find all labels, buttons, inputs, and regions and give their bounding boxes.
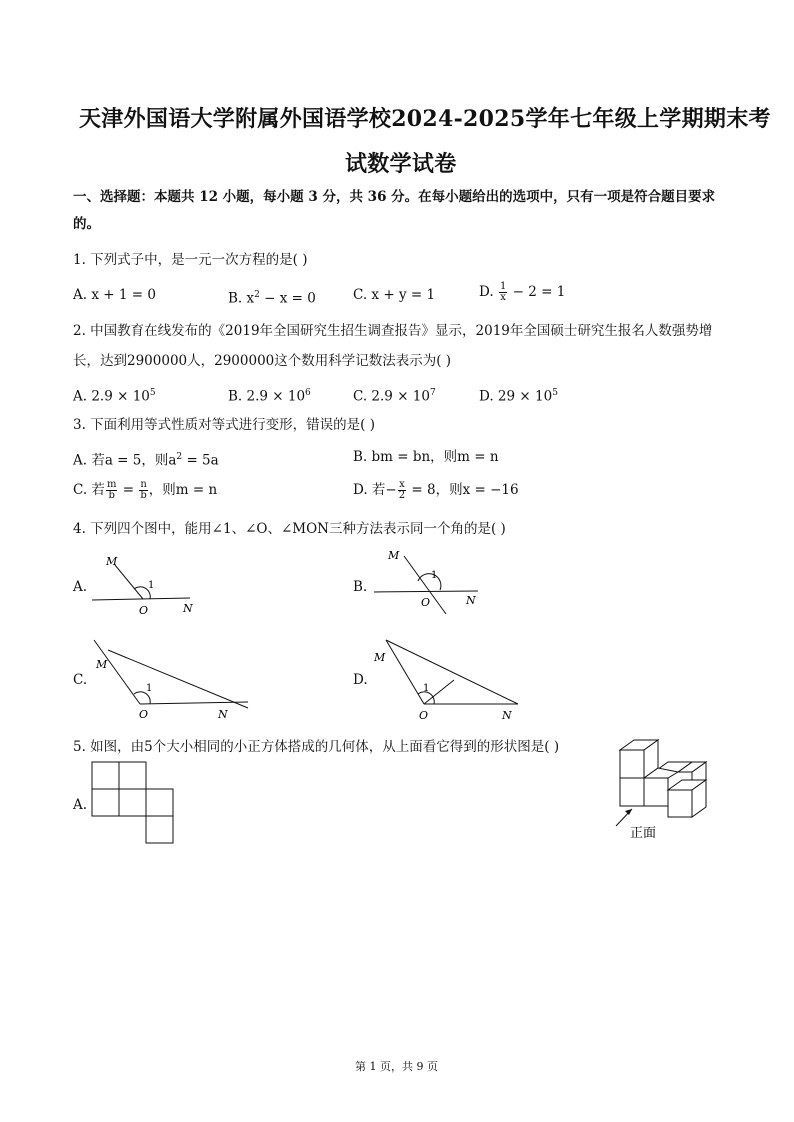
- q3-a-prefix: A. 若a = 5，则a: [73, 452, 177, 469]
- q2-b-base: B. 2.9 × 10: [228, 388, 306, 405]
- q1-b-exponent: 2: [254, 290, 260, 300]
- fig-d-label-o: O: [419, 709, 429, 722]
- q5-stem: 5. 如图，由5个大小相同的小正方体搭成的几何体，从上面看它得到的形状图是( ): [73, 739, 560, 755]
- q1-d-numerator: 1: [499, 281, 507, 292]
- q1-d-denominator: x: [500, 292, 506, 303]
- q3-c-frac2: [139, 480, 147, 501]
- q2-stem-line2: 长，达到2900000人，2900000这个数用科学记数法表示为( ): [73, 353, 452, 369]
- q3-d-prefix: D. 若−: [353, 482, 397, 498]
- q3-d-num: x: [399, 479, 405, 490]
- q2-option-a: [73, 384, 156, 406]
- q3-option-d: [353, 480, 519, 501]
- q2-option-d: [479, 384, 558, 406]
- q4-figure-a: [88, 548, 198, 618]
- q3-a-exp: 2: [176, 452, 183, 462]
- q2-d-exp: 5: [552, 388, 558, 398]
- q3-stem: 3. 下面利用等式性质对等式进行变形，错误的是( ): [73, 417, 375, 433]
- q3-c-frac2-num: n: [140, 479, 147, 490]
- fig-d-label-1: 1: [423, 683, 430, 694]
- q1-option-a: A. x + 1 = 0: [73, 287, 156, 303]
- fig-a-label-m: M: [106, 555, 118, 568]
- fig-b-label-n: N: [466, 594, 476, 607]
- paper-title-line2: 试数学试卷: [345, 151, 457, 177]
- q2-d-base: D. 29 × 10: [479, 388, 553, 405]
- q5-solid-figure: [598, 735, 728, 847]
- q1-d-fraction: [499, 282, 507, 303]
- q2-option-b: [228, 384, 311, 406]
- q2-option-c: [353, 384, 436, 406]
- q3-c-frac1: [106, 480, 117, 501]
- q3-c-frac2-den: b: [140, 490, 147, 501]
- q1-option-b: [228, 286, 316, 308]
- paper-title-line1: 天津外国语大学附属外国语学校2024-2025学年七年级上学期期末考: [79, 106, 771, 132]
- fig-c-label-m: M: [96, 658, 108, 671]
- section-heading-cont: 的。: [73, 216, 100, 232]
- q1-d-suffix: − 2 = 1: [508, 284, 566, 300]
- fig-d-label-n: N: [502, 709, 512, 722]
- q1-option-d: [479, 282, 565, 303]
- q1-b-suffix: − x = 0: [259, 290, 316, 307]
- q2-a-base: A. 2.9 × 10: [73, 388, 150, 405]
- q1-b-prefix: B. x: [228, 290, 255, 307]
- q4-option-d: D.: [353, 672, 368, 688]
- q3-c-eq: =: [118, 482, 139, 498]
- q3-option-a: [73, 448, 219, 470]
- q4-figure-b: [370, 546, 490, 616]
- q3-d-den: 2: [398, 490, 406, 501]
- q4-option-a: A.: [73, 579, 88, 595]
- q5-option-a: A.: [73, 797, 88, 813]
- q3-d-fraction: [398, 480, 406, 501]
- section-heading: 一、选择题：本题共 12 小题，每小题 3 分，共 36 分。在每小题给出的选项中，只有一项是符合题目要求: [73, 189, 716, 205]
- fig-b-label-1: 1: [431, 570, 438, 581]
- q3-c-prefix: C. 若: [73, 482, 105, 498]
- q4-figure-d: [368, 634, 533, 724]
- page-footer: 第 1 页，共 9 页: [355, 1060, 438, 1073]
- q1-stem: 1. 下列式子中，是一元一次方程的是( ): [73, 252, 308, 268]
- fig-a-label-1: 1: [148, 580, 155, 591]
- q5-figure-a: [90, 760, 174, 844]
- q1-option-c: C. x + y = 1: [353, 287, 436, 303]
- front-label: 正面: [630, 826, 657, 841]
- q3-c-frac1-num: m: [106, 479, 117, 490]
- q2-c-exp: 7: [429, 388, 436, 398]
- q4-option-c: C.: [73, 672, 88, 688]
- q2-b-exp: 6: [305, 388, 311, 398]
- q3-c-suffix: ，则m = n: [148, 482, 218, 498]
- q3-option-b: B. bm = bn，则m = n: [353, 449, 499, 465]
- q4-stem: 4. 下列四个图中，能用∠1、∠O、∠MON三种方法表示同一个角的是( ): [73, 521, 506, 537]
- q3-a-suffix: = 5a: [182, 452, 219, 469]
- fig-c-label-n: N: [218, 708, 228, 721]
- q3-c-frac1-den: b: [108, 490, 115, 501]
- fig-b-label-o: O: [421, 596, 431, 609]
- q4-option-b: B.: [353, 579, 368, 595]
- q2-c-base: C. 2.9 × 10: [353, 388, 430, 405]
- q3-option-c: [73, 480, 217, 501]
- fig-a-label-n: N: [183, 602, 193, 615]
- q4-figure-c: [88, 632, 258, 724]
- q2-stem-line1: 2. 中国教育在线发布的《2019年全国研究生招生调查报告》显示，2019年全国硕士研究生报名人数强势增: [73, 323, 713, 339]
- q1-d-prefix: D.: [479, 284, 498, 300]
- fig-d-label-m: M: [374, 651, 386, 664]
- q2-a-exp: 5: [149, 388, 156, 398]
- fig-c-label-1: 1: [146, 683, 153, 694]
- fig-b-label-m: M: [388, 549, 400, 562]
- fig-c-label-o: O: [139, 708, 149, 721]
- fig-a-label-o: O: [139, 604, 149, 617]
- q3-d-suffix: = 8，则x = −16: [407, 482, 519, 498]
